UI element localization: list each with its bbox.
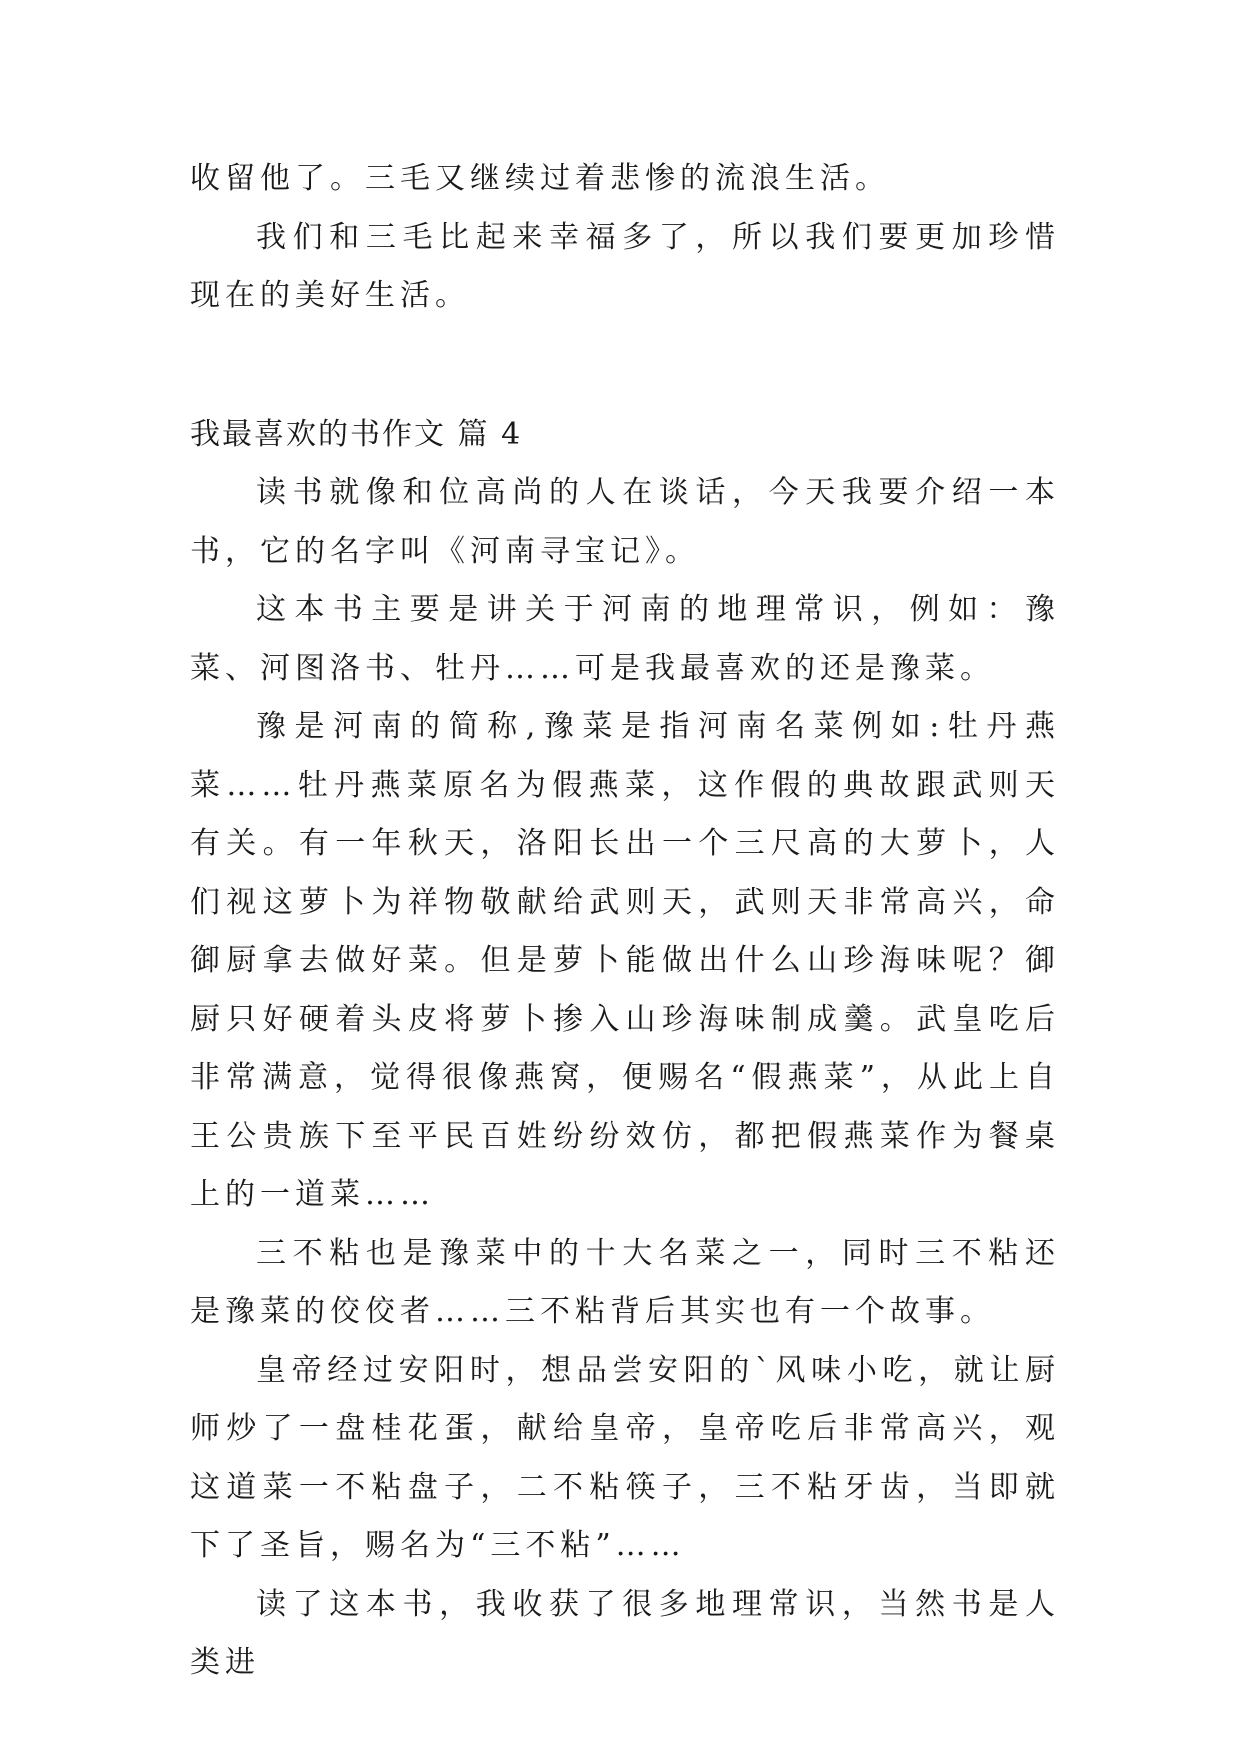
paragraph-intro: 读书就像和位高尚的人在谈话，今天我要介绍一本书，它的名字叫《河南寻宝记》。 [190, 475, 1060, 569]
paragraph-continued: 收留他了。三毛又继续过着悲惨的流浪生活。 [190, 161, 890, 196]
section-gap [190, 326, 1060, 406]
paragraph-sanbuzhan: 三不粘也是豫菜中的十大名菜之一，同时三不粘还是豫菜的佼佼者……三不粘背后其实也有一个故事。 [190, 1235, 1060, 1329]
section-heading: 我最喜欢的书作文 篇 4 [190, 416, 523, 452]
paragraph-emperor-story: 皇帝经过安阳时，想品尝安阳的`风味小吃，就让厨师炒了一盘桂花蛋，献给皇帝，皇帝吃后非常高兴，观这道菜一不粘盘子，二不粘筷子，三不粘牙齿，当即就下了圣旨，赐名为“三不粘”…… [190, 1352, 1060, 1563]
document-body [190, 150, 1060, 1693]
paragraph-book-topic: 这本书主要是讲关于河南的地理常识，例如：豫菜、河图洛书、牡丹……可是我最喜欢的还是豫菜。 [190, 592, 1060, 686]
paragraph-reflection: 读了这本书，我收获了很多地理常识，当然书是人类进 [190, 1586, 1060, 1680]
paragraph-peony-dish: 豫是河南的简称,豫菜是指河南名菜例如:牡丹燕菜……牡丹燕菜原名为假燕菜，这作假的典故跟武则天有关。有一年秋天，洛阳长出一个三尺高的大萝卜，人们视这萝卜为祥物敬献给武则天，武则天非常高兴，命御厨拿去做好菜。但是萝卜能做出什么山珍海味呢？御厨只好硬着头皮将萝卜掺入山珍海味制成羹。武皇吃后非常满意，觉得很像燕窝，便赐名“假燕菜”，从此上自王公贵族下至平民百姓纷纷效仿，都把假燕菜作为餐桌上的一道菜…… [190, 709, 1060, 1212]
paragraph-conclusion: 我们和三毛比起来幸福多了，所以我们要更加珍惜现在的美好生活。 [190, 219, 1060, 313]
